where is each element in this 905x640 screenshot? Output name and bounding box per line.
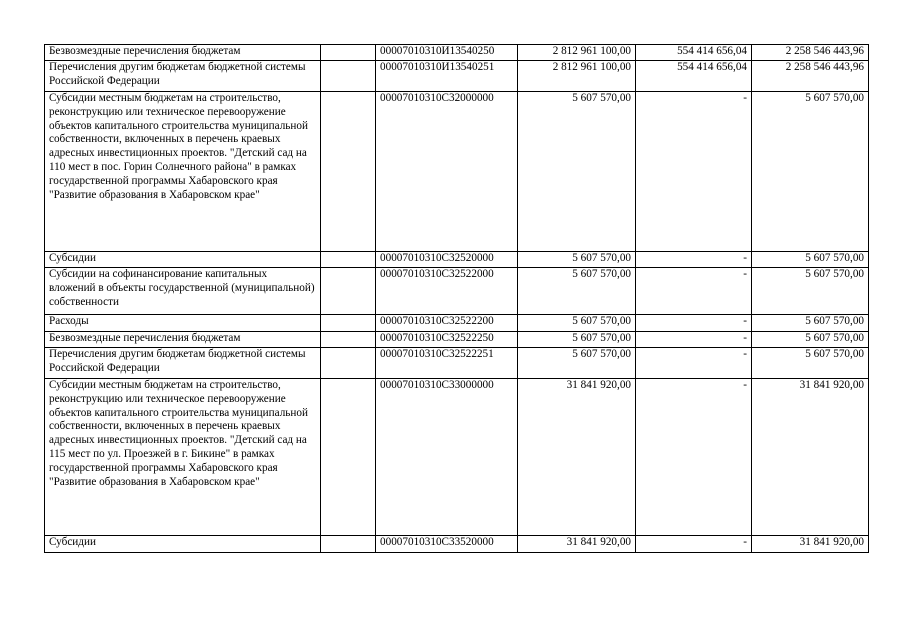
row-approved: 2 812 961 100,00 — [518, 61, 636, 92]
row-name: Субсидии местным бюджетам на строительство, реконструкцию или техническое перевооружение объектов капитального строительства муниципальной собственности, включенных в перечень краевых адресных инвестиционных проектов. "Детский сад на 115 мест по ул. Проезжей в г. Бикине" в рамках государственной программы Хабаровского края "Развитие образования в Хабаровском крае" — [45, 379, 321, 536]
row-code: 00007010310С32522000 — [376, 268, 518, 315]
row-unexecuted: 2 258 546 443,96 — [752, 45, 869, 61]
row-executed: - — [636, 92, 752, 252]
row-unexecuted: 31 841 920,00 — [752, 536, 869, 553]
row-unexecuted: 31 841 920,00 — [752, 379, 869, 536]
row-name: Субсидии — [45, 536, 321, 553]
row-approved: 2 812 961 100,00 — [518, 45, 636, 61]
row-executed: - — [636, 315, 752, 332]
row-approved: 5 607 570,00 — [518, 92, 636, 252]
table-row — [45, 315, 869, 332]
row-spacer-cell — [321, 92, 376, 252]
row-name: Перечисления другим бюджетам бюджетной системы Российской Федерации — [45, 348, 321, 379]
row-approved: 31 841 920,00 — [518, 379, 636, 536]
row-approved: 5 607 570,00 — [518, 315, 636, 332]
row-approved: 5 607 570,00 — [518, 268, 636, 315]
table-row — [45, 92, 869, 252]
row-unexecuted: 5 607 570,00 — [752, 332, 869, 348]
row-name: Безвозмездные перечисления бюджетам — [45, 45, 321, 61]
row-name: Субсидии — [45, 252, 321, 268]
row-name: Субсидии на софинансирование капитальных вложений в объекты государственной (муниципальной) собственности — [45, 268, 321, 315]
row-executed: - — [636, 252, 752, 268]
row-spacer-cell — [321, 536, 376, 553]
row-unexecuted: 5 607 570,00 — [752, 315, 869, 332]
row-executed: - — [636, 332, 752, 348]
row-unexecuted: 5 607 570,00 — [752, 252, 869, 268]
row-unexecuted: 5 607 570,00 — [752, 92, 869, 252]
row-spacer-cell — [321, 61, 376, 92]
row-code: 00007010310С33000000 — [376, 379, 518, 536]
budget-execution-table — [44, 44, 869, 553]
row-executed: - — [636, 536, 752, 553]
row-name: Субсидии местным бюджетам на строительство, реконструкцию или техническое перевооружение объектов капитального строительства муниципальной собственности, включенных в перечень краевых адресных инвестиционных проектов. "Детский сад на 110 мест в пос. Горин Солнечного района" в рамках государственной программы Хабаровского края "Развитие образования в Хабаровском крае" — [45, 92, 321, 252]
table-row — [45, 348, 869, 379]
row-spacer-cell — [321, 315, 376, 332]
row-executed: - — [636, 379, 752, 536]
row-executed: - — [636, 268, 752, 315]
row-name: Безвозмездные перечисления бюджетам — [45, 332, 321, 348]
row-approved: 5 607 570,00 — [518, 348, 636, 379]
row-code: 00007010310С32522250 — [376, 332, 518, 348]
row-approved: 5 607 570,00 — [518, 332, 636, 348]
row-executed: 554 414 656,04 — [636, 61, 752, 92]
table-row — [45, 536, 869, 553]
table-row — [45, 252, 869, 268]
row-code: 00007010310С32520000 — [376, 252, 518, 268]
table-body — [45, 45, 869, 553]
row-code: 00007010310С32522200 — [376, 315, 518, 332]
row-executed: 554 414 656,04 — [636, 45, 752, 61]
row-spacer-cell — [321, 252, 376, 268]
row-spacer-cell — [321, 348, 376, 379]
table-row — [45, 379, 869, 536]
row-executed: - — [636, 348, 752, 379]
row-spacer-cell — [321, 268, 376, 315]
row-spacer-cell — [321, 379, 376, 536]
table-row — [45, 332, 869, 348]
row-unexecuted: 5 607 570,00 — [752, 348, 869, 379]
row-name: Расходы — [45, 315, 321, 332]
row-code: 00007010310С32522251 — [376, 348, 518, 379]
row-spacer-cell — [321, 332, 376, 348]
table-row — [45, 61, 869, 92]
table-row — [45, 45, 869, 61]
row-code: 00007010310И13540251 — [376, 61, 518, 92]
row-name: Перечисления другим бюджетам бюджетной системы Российской Федерации — [45, 61, 321, 92]
row-code: 00007010310С33520000 — [376, 536, 518, 553]
row-code: 00007010310С32000000 — [376, 92, 518, 252]
row-approved: 31 841 920,00 — [518, 536, 636, 553]
row-unexecuted: 5 607 570,00 — [752, 268, 869, 315]
row-unexecuted: 2 258 546 443,96 — [752, 61, 869, 92]
row-spacer-cell — [321, 45, 376, 61]
row-approved: 5 607 570,00 — [518, 252, 636, 268]
row-code: 00007010310И13540250 — [376, 45, 518, 61]
table-row — [45, 268, 869, 315]
